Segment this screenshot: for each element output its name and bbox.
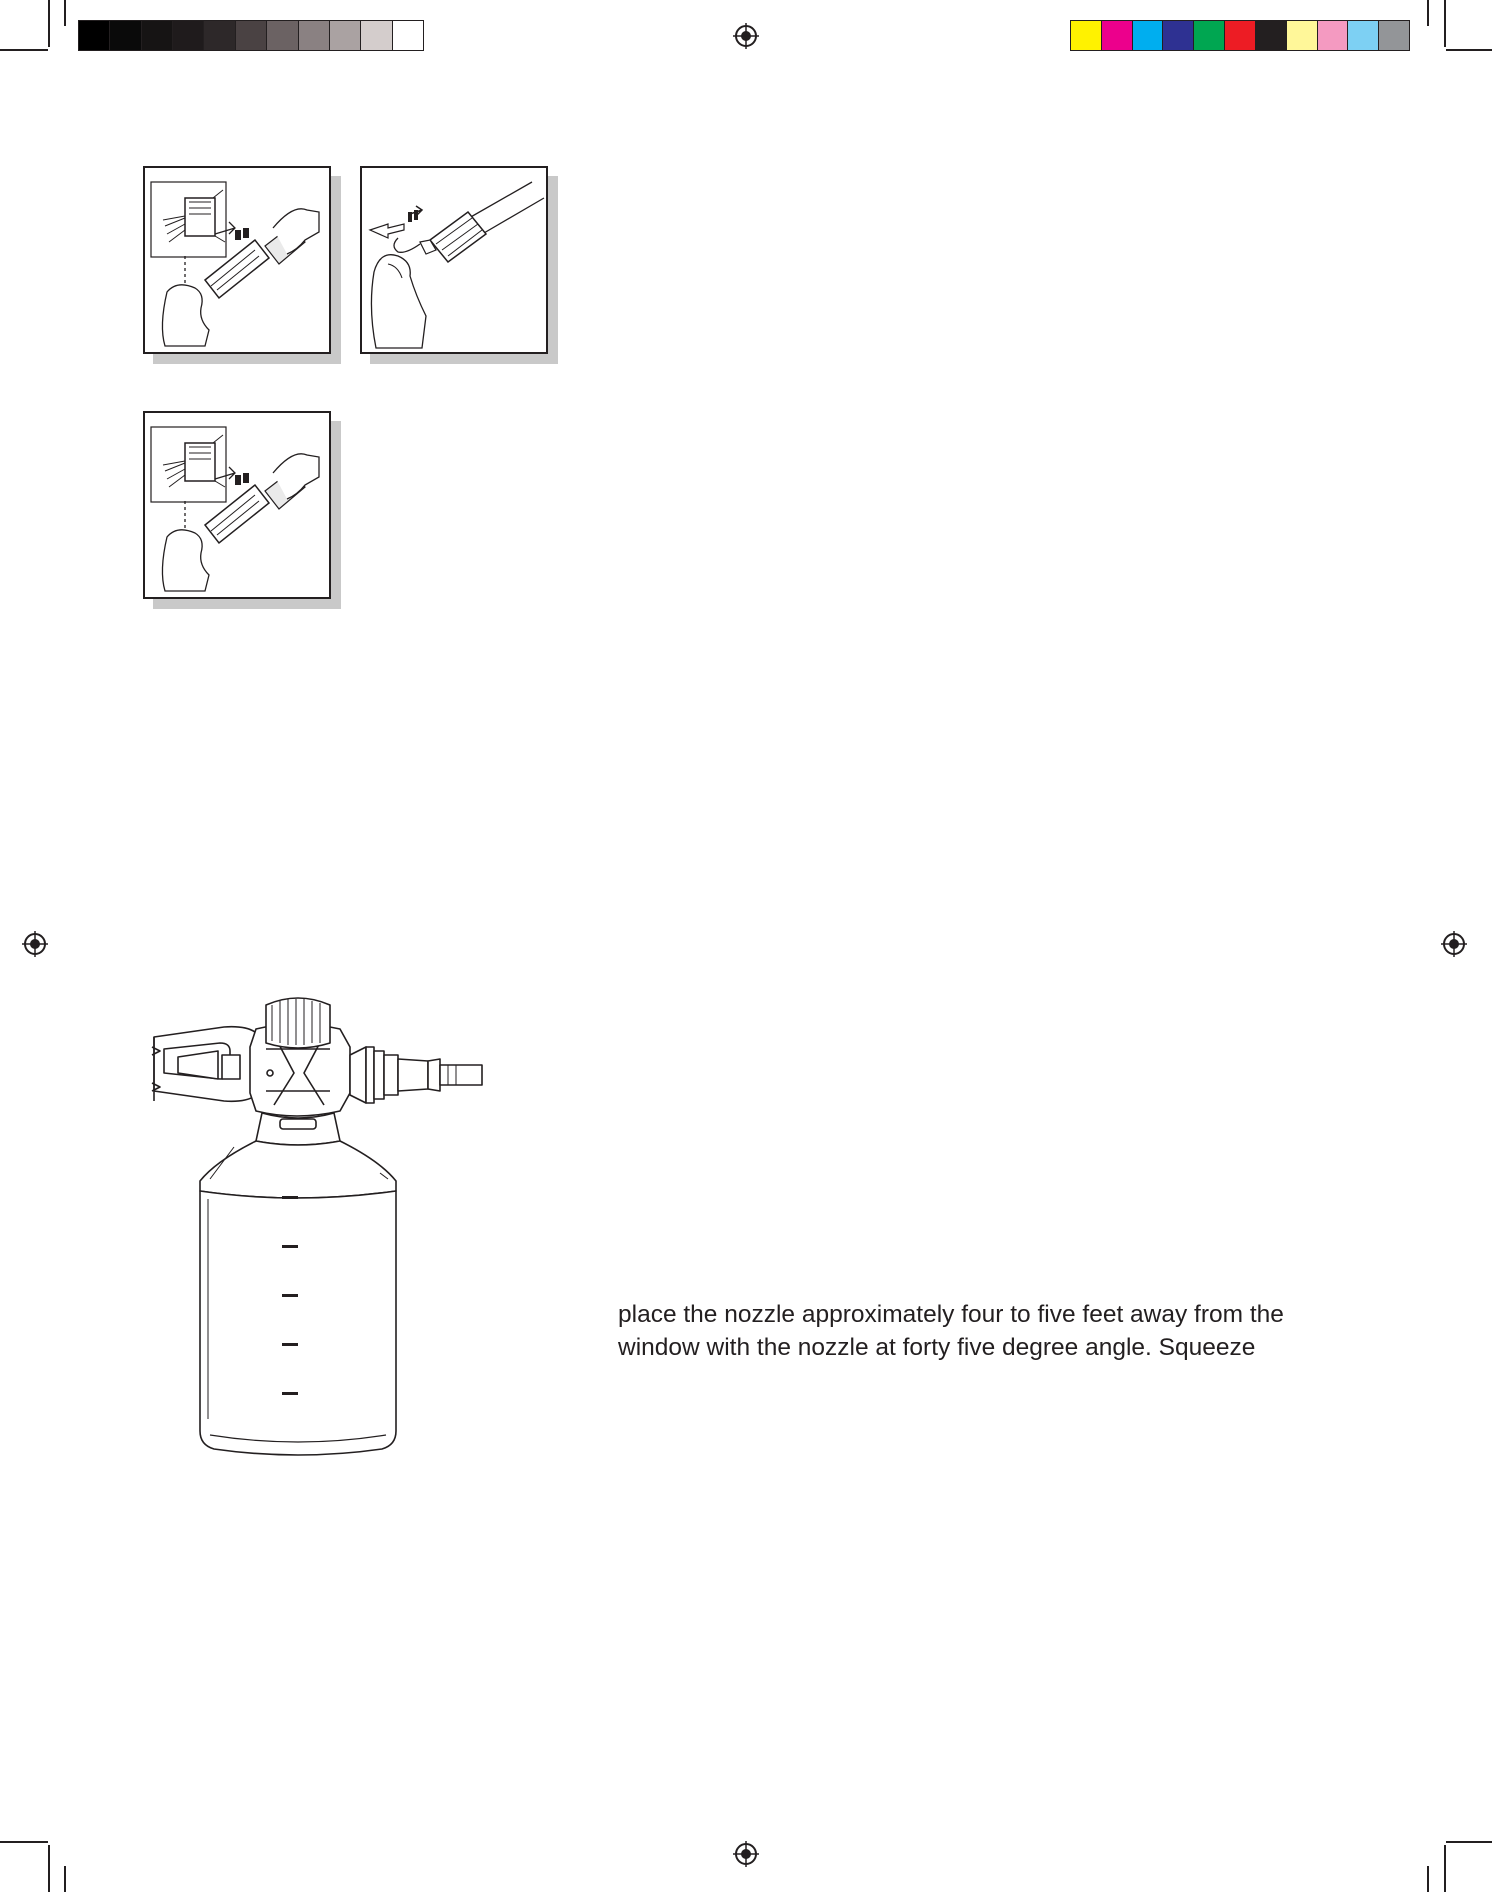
- nozzle-cleaning-pin-icon: [145, 413, 329, 597]
- registration-target-icon: [22, 931, 48, 957]
- grayscale-swatch: [79, 21, 110, 50]
- nozzle-pin-removal-figure: [360, 166, 548, 354]
- process-color-swatch: [1348, 21, 1379, 50]
- grayscale-swatch: [236, 21, 267, 50]
- process-color-swatch: [1194, 21, 1225, 50]
- process-color-swatch: [1102, 21, 1133, 50]
- grayscale-swatch: [299, 21, 330, 50]
- registration-target-icon: [1441, 931, 1467, 957]
- foam-cannon-bottle-icon: [148, 995, 498, 1460]
- nozzle-cleaning-figure-2: [143, 411, 331, 599]
- process-color-swatch: [1318, 21, 1349, 50]
- nozzle-cleaning-pin-icon: [145, 168, 329, 352]
- process-color-swatch: [1256, 21, 1287, 50]
- nozzle-pin-removal-icon: [362, 168, 546, 352]
- grayscale-swatch: [393, 21, 423, 50]
- process-color-swatch: [1071, 21, 1102, 50]
- grayscale-swatch: [330, 21, 361, 50]
- instruction-line-1: place the nozzle approximately four to five feet away from the: [618, 1301, 1284, 1328]
- grayscale-swatch: [173, 21, 204, 50]
- process-color-swatch: [1225, 21, 1256, 50]
- registration-target-icon: [733, 23, 759, 49]
- instruction-paragraph: [618, 1298, 1378, 1364]
- process-color-bar: [1070, 20, 1410, 51]
- instruction-line-2: window with the nozzle at forty five degree angle. Squeeze: [618, 1334, 1256, 1361]
- grayscale-color-bar: [78, 20, 424, 51]
- process-color-swatch: [1287, 21, 1318, 50]
- grayscale-swatch: [110, 21, 141, 50]
- grayscale-swatch: [267, 21, 298, 50]
- grayscale-swatch: [204, 21, 235, 50]
- registration-target-icon: [733, 1841, 759, 1867]
- process-color-swatch: [1133, 21, 1164, 50]
- process-color-swatch: [1379, 21, 1409, 50]
- grayscale-swatch: [142, 21, 173, 50]
- nozzle-cleaning-figure-1: [143, 166, 331, 354]
- grayscale-swatch: [361, 21, 392, 50]
- process-color-swatch: [1163, 21, 1194, 50]
